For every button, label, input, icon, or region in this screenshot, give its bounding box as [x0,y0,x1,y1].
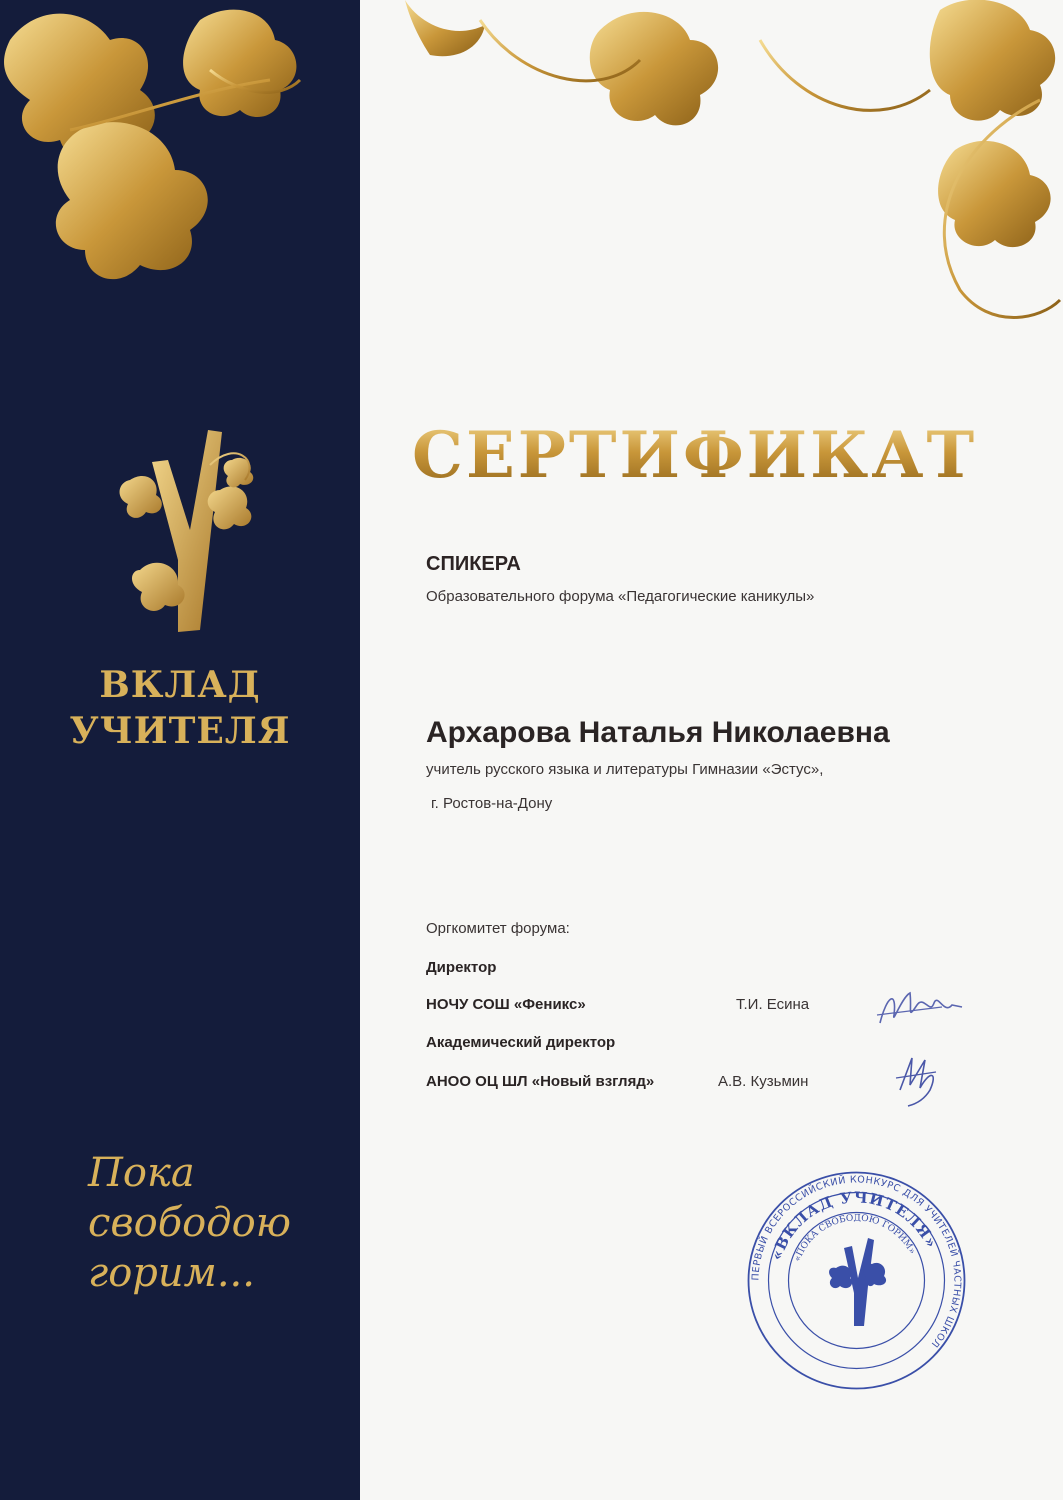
recipient-name: Архарова Наталья Николаевна [426,716,890,749]
brand-name-line1: ВКЛАД [99,664,261,706]
motto-line: Пока [88,1150,195,1196]
certificate-title: СЕРТИФИКАТ [412,418,978,493]
brand-name-line2: УЧИТЕЛЯ [69,710,291,752]
seal-middle-text: «ВКЛАД УЧИТЕЛЯ» [767,1188,941,1263]
vklad-uchitelya-logo-icon [60,420,300,650]
brand-motto [88,1148,291,1298]
signer-org: АНОО ОЦ ШЛ «Новый взгляд» [426,1073,655,1090]
organization-seal-icon [744,1168,969,1393]
motto-line: свободою [88,1200,291,1246]
signer-name: А.В. Кузьмин [718,1073,809,1090]
event-name: Образовательного форума «Педагогические каникулы» [426,588,815,605]
signer-title: Директор [426,959,497,976]
signature-kuzmin-icon [890,1050,950,1110]
gold-leaves-decoration [0,0,1063,340]
seal-inner-text: «ПОКА СВОБОДОЮ ГОРИМ» [792,1213,917,1264]
signer-title: Академический директор [426,1034,616,1051]
seal-outer-text: ПЕРВЫЙ ВСЕРОССИЙСКИЙ КОНКУРС ДЛЯ УЧИТЕЛЕЙ ЧАСТНЫХ ШКОЛ [750,1174,963,1350]
committee-heading: Оргкомитет форума: [426,920,570,937]
motto-line: горим... [88,1250,255,1296]
signature-esina-icon [872,985,967,1030]
signer-org: НОЧУ СОШ «Феникс» [426,996,586,1013]
recipient-city: г. Ростов-на-Дону [431,795,553,812]
recipient-position: учитель русского языка и литературы Гимназии «Эстус», [426,761,824,778]
signer-name: Т.И. Есина [736,996,810,1013]
certificate-role: СПИКЕРА [426,553,521,575]
